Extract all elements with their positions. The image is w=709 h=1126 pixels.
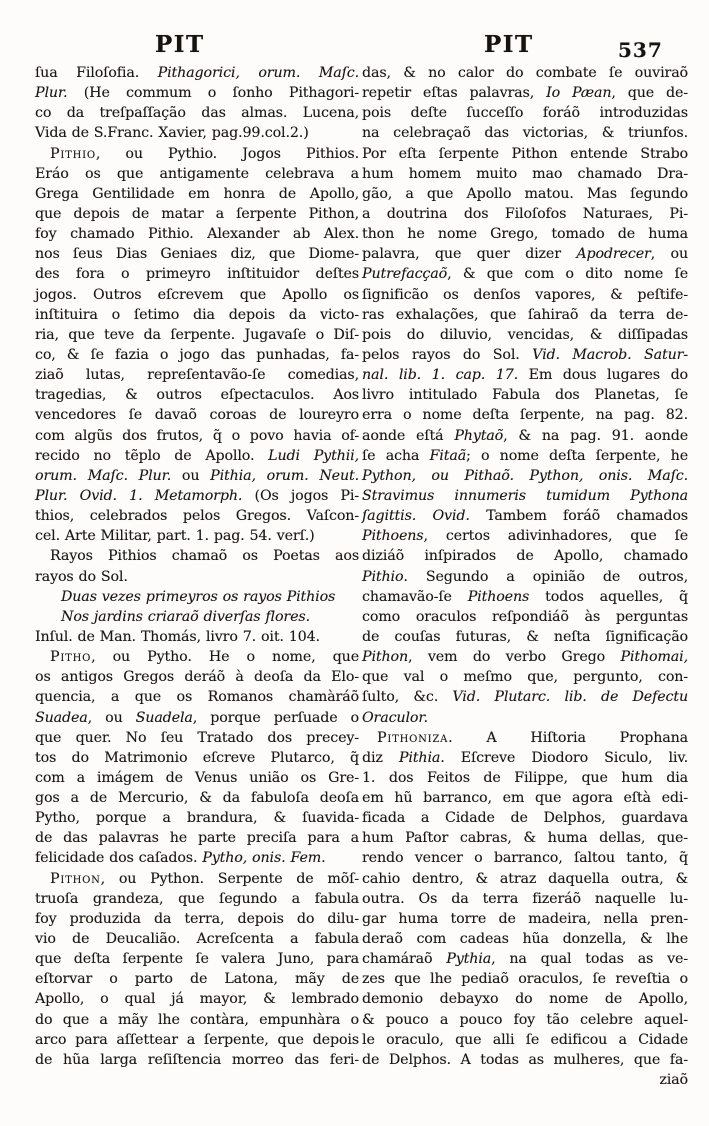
text-segment: & pouco a pouco foy tão celebre aquel- — [362, 1011, 688, 1028]
text-segment: cel. Arte Militar, part. 1. pag. 54. verſ.) — [35, 528, 315, 545]
text-line — [35, 385, 359, 405]
text-line — [362, 708, 688, 728]
text-segment: . Eſcreve Diodoro Siculo, liv. — [440, 749, 688, 766]
text-segment: Por eſta ſerpente Pithon entende Strabo — [362, 145, 688, 162]
text-line — [35, 1050, 359, 1070]
text-line — [35, 244, 359, 264]
text-segment: nos ſeus Dias Geniaes diz, que Diome- — [35, 246, 359, 263]
text-segment: de hũa larga reſiſtencia morreo das feri- — [35, 1051, 359, 1068]
text-line — [35, 587, 359, 607]
text-line — [362, 385, 688, 405]
text-line — [362, 969, 688, 989]
text-line — [35, 506, 359, 526]
text-line — [35, 748, 359, 768]
text-line — [35, 768, 359, 788]
text-segment: , & na pag. 91. aonde — [503, 427, 689, 444]
text-segment: foy chamado Pithio. Alexander ab Alex. — [35, 226, 359, 243]
text-line — [362, 869, 688, 889]
text-segment: pois deſte ſucceſſo foráõ introduzidas — [362, 105, 688, 122]
text-segment: inſtituira o ſetimo dia depois da victo- — [35, 306, 359, 323]
text-line — [362, 728, 688, 748]
text-segment: das, & no calor do combate ſe ouviraõ — [362, 65, 688, 81]
text-segment: co, & ſe fazia o jogo das punhadas, fa- — [35, 346, 359, 363]
text-segment: Apodrecer — [576, 246, 651, 263]
text-line — [35, 989, 359, 1009]
text-segment: ſignificão os denſos vapores, & peſtife- — [362, 286, 688, 303]
text-segment: que quer. No ſeu Tratado dos precey- — [35, 729, 359, 746]
text-line — [362, 889, 688, 909]
text-segment: gos a de Mercurio, & da fabuloſa deoſa — [35, 790, 359, 807]
text-line — [362, 1050, 688, 1070]
text-segment: rendo vencer o barranco, ſaltou tanto, q̃ — [362, 850, 688, 867]
text-segment: Eráo os que antigamente celebrava a — [35, 165, 359, 182]
text-line — [35, 526, 359, 546]
text-segment: ziaõ lutas, repreſentavão-ſe comedias, — [35, 367, 359, 384]
text-segment: que deſta ſerpente ſe valera Juno, para — [35, 951, 359, 968]
text-line — [35, 808, 359, 828]
text-segment: Suadela — [135, 709, 193, 726]
text-line — [362, 184, 688, 204]
text-line — [35, 446, 359, 466]
text-segment: em hũ barranco, em que agora eſtà edi- — [362, 790, 688, 807]
text-segment: (Os jogos Pi- — [242, 487, 359, 504]
text-segment: , na qual todas as ve- — [491, 951, 688, 968]
text-segment: deraõ com cadeas hũa donzella, & lhe — [362, 931, 688, 948]
text-line — [35, 909, 359, 929]
text-segment: truoſa grandeza, que ſegundo a fabula — [35, 890, 359, 907]
text-segment: repetir eſtas palavras, — [362, 85, 547, 102]
text-segment: chamavão-ſe — [362, 588, 468, 605]
text-segment: , ou — [87, 709, 136, 726]
text-segment: Python, ou Pithaõ. Python, onis. Maſc. — [362, 467, 688, 484]
text-segment: ſua Filoſofia. — [35, 65, 158, 81]
text-segment: na celebraçaõ das victorias, & triunfos. — [362, 125, 688, 142]
text-segment: Pytho, porque a brandura, & ſuavida- — [35, 810, 359, 827]
text-segment: Inſul. de Man. Thomás, livro 7. oit. 104. — [35, 628, 320, 645]
text-segment: , certos adivinhadores, que ſe — [423, 528, 688, 545]
text-line — [362, 345, 688, 365]
text-segment: felicidade dos caſados. — [35, 850, 203, 867]
text-segment: Plur. Ovid. 1. Metamorph. — [35, 487, 243, 504]
text-segment: ziaõ — [659, 1072, 688, 1089]
text-segment: le oraculo, que alli ſe edificou a Cidade — [362, 1031, 688, 1048]
text-line — [362, 627, 688, 647]
text-line — [35, 627, 359, 647]
text-segment: diziáõ inſpirados de Apollo, chamado — [362, 548, 688, 565]
text-segment: jogos. Outros eſcrevem que Apollo os — [35, 286, 359, 303]
text-line — [35, 929, 359, 949]
text-segment: foy produzida da terra, depois do dilu- — [35, 910, 359, 927]
text-line — [35, 486, 359, 506]
text-segment: Vida de S.Franc. Xavier, pag.99.col.2.) — [35, 125, 309, 142]
text-segment: , que de- — [611, 85, 688, 102]
text-line — [35, 285, 359, 305]
text-segment: ſe acha — [362, 447, 430, 464]
text-segment: outra. Os da terra fizeráõ naquelle lu- — [362, 890, 688, 907]
text-line — [362, 526, 688, 546]
text-segment: Em dous lugares do — [518, 367, 688, 384]
text-segment: todos aquelles, q̃ — [529, 588, 688, 605]
running-head-right: PIT — [484, 31, 534, 58]
text-segment: aonde eſtá — [362, 427, 455, 444]
text-line — [35, 184, 359, 204]
text-segment: Apollo, o qual já mayor, & lembrado — [35, 991, 359, 1008]
text-segment: Stravimus innumeris tumidum Pythona — [362, 487, 688, 504]
text-segment: Phytaõ — [454, 427, 504, 444]
text-segment: Pithio — [362, 568, 404, 585]
text-segment: eſtorvar o parto de Latona, mãy de — [35, 971, 359, 988]
text-line — [362, 546, 688, 566]
text-line — [35, 1010, 359, 1030]
text-segment: Pithio — [50, 145, 96, 162]
text-line — [35, 144, 359, 164]
text-line — [35, 869, 359, 889]
text-segment: Pitho — [50, 649, 92, 666]
text-line — [362, 1010, 688, 1030]
text-segment: Pithagorici, orum. Maſc. — [157, 65, 359, 81]
text-segment: gão, a que Apollo matou. Mas ſegundo — [362, 185, 688, 202]
text-segment: que depois de matar a ſerpente Pithon, — [35, 205, 359, 222]
text-line — [362, 909, 688, 929]
text-segment: Grega Gentilidade em honra de Apollo, — [35, 185, 359, 202]
text-segment: ou — [171, 467, 211, 484]
text-line — [35, 164, 359, 184]
text-line — [362, 768, 688, 788]
text-segment: Fitaã — [429, 447, 467, 464]
text-line — [35, 1030, 359, 1050]
text-line — [35, 687, 359, 707]
text-line — [35, 949, 359, 969]
text-line — [362, 667, 688, 687]
text-segment: Pithia, orum. Neut. — [210, 467, 359, 484]
text-line — [35, 103, 359, 123]
text-segment: quencia, a que os Romanos chamàráõ — [35, 689, 359, 706]
text-segment: de das palavras he parte preciſa para a — [35, 830, 359, 847]
text-segment: Vid. Macrob. Satur- — [532, 346, 688, 363]
text-segment: ria, que teve da ſerpente. Jugavaſe o Diſ- — [35, 326, 359, 343]
text-line — [362, 63, 688, 83]
text-line — [35, 365, 359, 385]
text-line — [362, 426, 688, 446]
text-segment: Oraculor. — [362, 709, 428, 726]
text-line — [35, 969, 359, 989]
text-line — [35, 788, 359, 808]
text-segment: Pithon — [50, 870, 101, 887]
text-segment: Pithon — [362, 649, 409, 666]
text-segment: Duas vezes primeyros os rayos Pithios — [61, 588, 336, 605]
text-segment: ras exhalações, que ſahiraõ da terra de- — [362, 306, 688, 323]
text-line — [362, 325, 688, 345]
text-line — [362, 204, 688, 224]
text-line — [35, 426, 359, 446]
text-segment: nal. lib. 1. cap. 17. — [362, 367, 519, 384]
text-line — [362, 1070, 688, 1090]
text-segment: , ou Pythio. Jogos Pithios. — [95, 145, 359, 162]
text-line — [362, 687, 688, 707]
text-segment: pois do diluvio, vencidas, & diſſipadas — [362, 326, 688, 343]
text-segment: palavra, que quer dizer — [362, 246, 577, 263]
text-segment: Pithomai, — [620, 649, 688, 666]
text-line — [362, 647, 688, 667]
text-segment: Tambem foráõ chamados — [469, 508, 688, 525]
text-line — [35, 123, 359, 143]
text-segment: de couſas futuras, & neſta ſignificação — [362, 628, 688, 645]
text-segment: que val o meſmo que, pergunto, con- — [362, 669, 688, 686]
text-segment: 1. dos Feitos de Filippe, que hum dia — [362, 769, 688, 786]
text-line — [35, 325, 359, 345]
text-segment: arco para aſſettear a ſerpente, que depois — [35, 1031, 359, 1048]
text-segment: des fora o primeyro inſtituidor deſtes — [35, 266, 359, 283]
text-line — [35, 828, 359, 848]
text-line — [362, 123, 688, 143]
text-segment: Pithoens — [467, 588, 530, 605]
text-segment: Pythia — [446, 951, 492, 968]
text-line — [35, 204, 359, 224]
text-segment: como oraculos reſpondiáõ às perguntas — [362, 608, 688, 625]
text-segment: tragedias, & outros eſpectaculos. Aos — [35, 387, 359, 404]
text-segment: thon he nome Grego, tomado de huma — [362, 226, 688, 243]
text-segment: cahio dentro, & atraz daquella outra, & — [362, 870, 688, 887]
text-segment: vio de Deucalião. Acreſcenta a fabula — [35, 931, 359, 948]
text-line — [35, 466, 359, 486]
text-line — [35, 305, 359, 325]
text-segment: , ou Pytho. He o nome, que — [91, 649, 359, 666]
text-segment: thios, celebrados pelos Gregos. Vaſcon- — [35, 508, 359, 525]
running-head-left: PIT — [155, 31, 205, 58]
right-text-column — [362, 63, 688, 1090]
text-segment: , ou — [650, 246, 688, 263]
text-line — [35, 83, 359, 103]
text-line — [35, 224, 359, 244]
text-line — [35, 728, 359, 748]
text-line — [362, 506, 688, 526]
text-line — [362, 1030, 688, 1050]
text-segment: gar huma torre de madeira, nella pren- — [362, 910, 688, 927]
text-segment: hum Paſtor cabras, & huma dellas, que- — [362, 830, 688, 847]
text-line — [362, 103, 688, 123]
text-line — [362, 83, 688, 103]
text-line — [35, 708, 359, 728]
text-line — [362, 788, 688, 808]
text-line — [35, 667, 359, 687]
text-segment: a doutrina dos Filoſofos Naturaes, Pi- — [362, 205, 688, 222]
text-line — [362, 929, 688, 949]
text-segment: hum homem muito mao chamado Dra- — [362, 165, 688, 182]
text-segment: os antigos Gregos deráõ à deoſa da Elo- — [35, 669, 359, 686]
text-segment: . Segundo a opinião de outros, — [403, 568, 688, 585]
text-segment: , ou Python. Serpente de mõſ- — [100, 870, 359, 887]
text-segment: Rayos Pithios chamaõ os Poetas aos — [50, 548, 359, 565]
text-segment: co da treſpaſſação das almas. Lucena, — [35, 105, 359, 122]
text-segment: Putrefacçaõ — [362, 266, 448, 283]
text-segment: do que a mãy lhe contàra, empunhàra o — [35, 1011, 359, 1028]
text-line — [35, 405, 359, 425]
text-segment: Pithoniza — [377, 729, 449, 746]
text-segment: Ludi Pythii, — [268, 447, 359, 464]
text-segment: ſulto, &c. — [362, 689, 453, 706]
text-line — [362, 567, 688, 587]
text-line — [362, 466, 688, 486]
text-line — [35, 607, 359, 627]
text-segment: rayos do Sol. — [35, 568, 128, 585]
text-line — [362, 365, 688, 385]
text-segment: Nos jardins criaraõ diverſas flores. — [61, 608, 310, 625]
text-segment: com algũs dos frutos, q̃ o povo havia of- — [35, 427, 359, 444]
text-segment: Suadea — [35, 709, 88, 726]
text-line — [362, 949, 688, 969]
text-line — [362, 305, 688, 325]
text-line — [35, 264, 359, 284]
text-line — [35, 546, 359, 566]
text-segment: ſagittis. Ovid. — [362, 508, 470, 525]
text-segment: , & que com o dito nome ſe — [447, 266, 688, 283]
text-line — [362, 808, 688, 828]
text-line — [362, 446, 688, 466]
text-segment: Plur. — [35, 85, 68, 102]
text-segment: diz — [362, 749, 399, 766]
text-segment: Pithia — [398, 749, 441, 766]
text-segment: erra o nome deſta ſerpente, na pag. 82. — [362, 407, 688, 424]
text-segment: livro intitulado Fabula dos Planetas, ſe — [362, 387, 688, 404]
text-segment: orum. Maſc. Plur. — [35, 467, 172, 484]
text-segment: (He commum o ſonho Pithagori- — [67, 85, 359, 102]
text-segment: tos do Matrimonio eſcreve Plutarco, q̃ — [35, 749, 359, 766]
text-line — [35, 889, 359, 909]
text-line — [362, 244, 688, 264]
text-segment: zes que lhe pediaõ oraculos, ſe reveſtia o — [362, 971, 688, 988]
text-segment: Io Pæan — [546, 85, 612, 102]
text-line — [35, 345, 359, 365]
text-line — [35, 647, 359, 667]
text-segment: de Delphos. A todas as mulheres, que fa- — [362, 1051, 688, 1068]
text-line — [362, 164, 688, 184]
text-segment: ; o nome deſta ſerpente, he — [466, 447, 688, 464]
text-line — [362, 486, 688, 506]
text-line — [362, 264, 688, 284]
text-segment: Pytho, onis. Fem. — [202, 850, 326, 867]
text-segment: , porque perſuade o — [192, 709, 359, 726]
text-segment: com a imágem de Venus união os Gre- — [35, 769, 359, 786]
left-text-column — [35, 63, 359, 1070]
text-line — [362, 144, 688, 164]
text-segment: chamáraõ — [362, 951, 447, 968]
text-line — [362, 224, 688, 244]
text-line — [362, 405, 688, 425]
text-line — [362, 607, 688, 627]
text-line — [35, 63, 359, 83]
text-segment: ficada a Cidade de Delphos, guardava — [362, 810, 688, 827]
text-segment: , vem do verbo Grego — [408, 649, 621, 666]
text-line — [35, 567, 359, 587]
text-segment: vencedores ſe davaõ coroas de loureyro — [35, 407, 359, 424]
page-number: 537 — [618, 38, 663, 62]
text-line — [362, 587, 688, 607]
text-segment: pelos rayos do Sol. — [362, 346, 533, 363]
text-segment: demonio debayxo do nome de Apollo, — [362, 991, 688, 1008]
text-line — [35, 848, 359, 868]
text-line — [362, 285, 688, 305]
text-line — [362, 848, 688, 868]
text-segment: . A Hiſtoria Prophana — [448, 729, 688, 746]
text-line — [362, 828, 688, 848]
text-segment: Pithoens — [362, 528, 424, 545]
text-line — [362, 989, 688, 1009]
text-segment: recido no tẽplo de Apollo. — [35, 447, 269, 464]
text-segment: Vid. Plutarc. lib. de Defectu — [452, 689, 689, 706]
text-line — [362, 748, 688, 768]
